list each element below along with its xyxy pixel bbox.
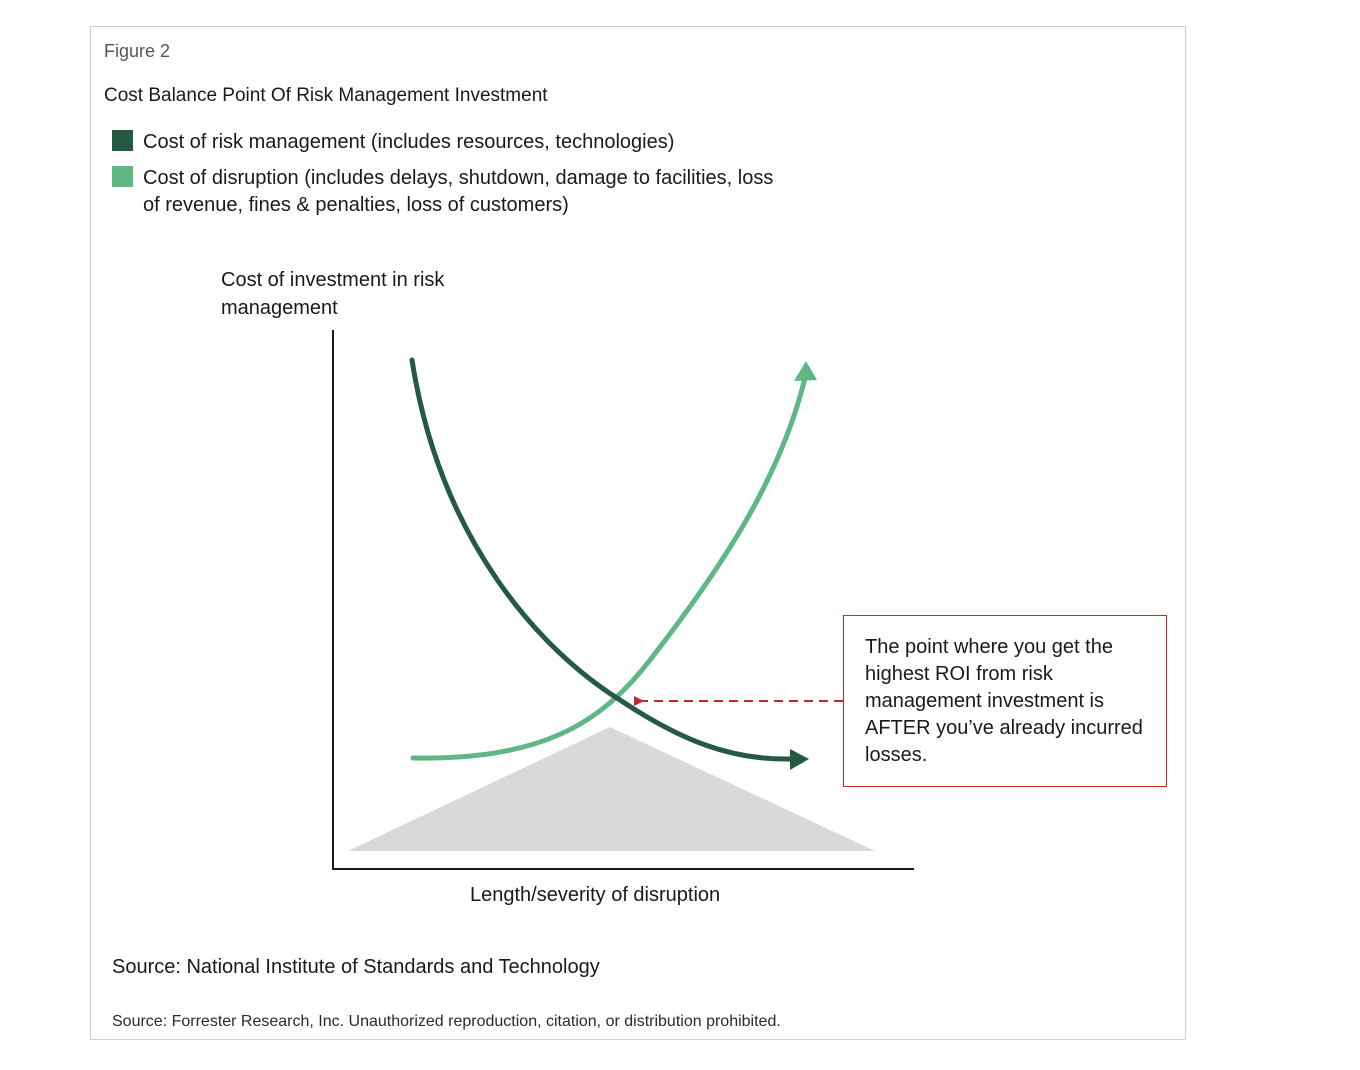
figure-title: Cost Balance Point Of Risk Management Investment	[104, 85, 548, 106]
losses-triangle	[348, 727, 875, 851]
source-primary: Source: National Institute of Standards and Technology	[112, 956, 600, 978]
risk-management-cost-curve	[412, 360, 790, 759]
source-footer: Source: Forrester Research, Inc. Unauthorized reproduction, citation, or distribution prohibited.	[112, 1013, 781, 1030]
x-axis-label: Length/severity of disruption	[470, 884, 721, 906]
legend-item-disruption: Cost of disruption (includes delays, shutdown, damage to facilities, loss of revenue, fines & penalties, loss of customers)	[143, 167, 774, 216]
roi-callout-box: The point where you get the highest ROI from risk management investment is AFTER you’ve already incurred losses.	[843, 615, 1167, 787]
y-axis-label: Cost of investment in risk management	[221, 269, 445, 319]
legend-item-risk-management: Cost of risk management (includes resources, technologies)	[143, 131, 675, 153]
disruption-curve-arrowhead	[794, 361, 817, 381]
risk-management-curve-arrowhead	[790, 749, 809, 770]
figure-label: Figure 2	[104, 41, 171, 61]
